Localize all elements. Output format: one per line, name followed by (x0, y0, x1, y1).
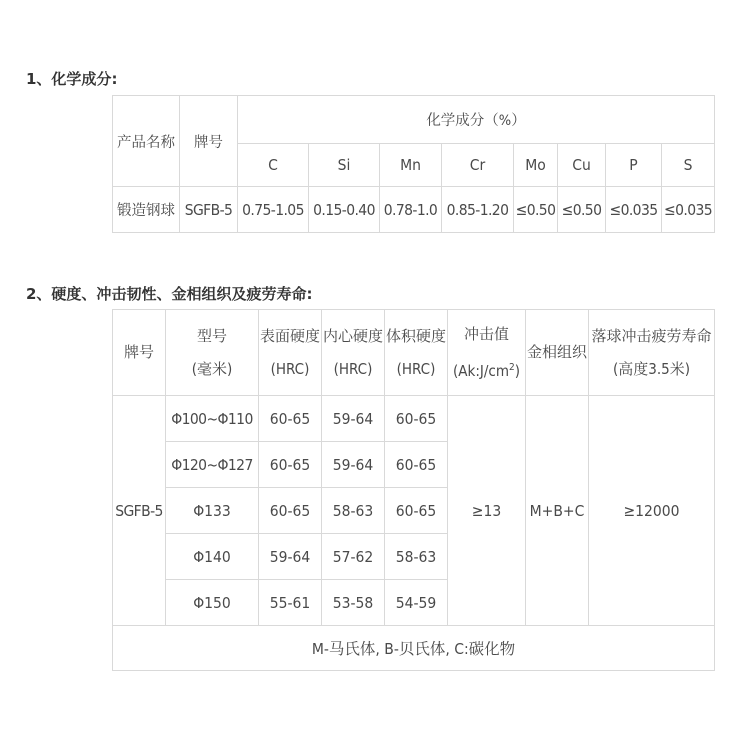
cell-model: Φ133 (166, 488, 259, 534)
cell-impact-value: ≥13 (448, 396, 526, 626)
cell-value-p: ≤0.035 (606, 187, 662, 233)
cell-product: 锻造钢球 (113, 187, 180, 233)
header-element-cu: Cu (558, 144, 606, 187)
cell-model: Φ120~Φ127 (166, 442, 259, 488)
cell-value-cu: ≤0.50 (558, 187, 606, 233)
header-element-c: C (238, 144, 309, 187)
header-element-p: P (606, 144, 662, 187)
header-volume-label: 体积硬度 (385, 326, 446, 345)
cell-volume: 54-59 (385, 580, 448, 626)
header-impact-unit: $(Ak:J/cm^2)$ (453, 361, 520, 380)
cell-core: 53-58 (322, 580, 385, 626)
section2-heading: 2、硬度、冲击韧性、金相组织及疲劳寿命: (26, 285, 313, 303)
cell-value-s: ≤0.035 (662, 187, 715, 233)
header-fatigue-height: (高度3.5米) (613, 359, 690, 378)
cell-core: 59-64 (322, 396, 385, 442)
cell-value-si: 0.15-0.40 (309, 187, 380, 233)
cell-surface: 60-65 (259, 442, 322, 488)
header-metallographic: 金相组织 (526, 310, 589, 396)
cell-volume: 60-65 (385, 442, 448, 488)
header-element-mn: Mn (380, 144, 442, 187)
cell-fatigue-value: ≥12000 (589, 396, 715, 626)
chemical-composition-table (112, 95, 715, 233)
cell-surface: 55-61 (259, 580, 322, 626)
cell-surface: 60-65 (259, 488, 322, 534)
header-model-unit: (毫米) (191, 359, 233, 378)
cell-structure-value: M+B+C (526, 396, 589, 626)
header-volume-unit: (HRC) (396, 359, 436, 378)
header-fatigue (589, 310, 715, 396)
cell-grade: SGFB-5 (180, 187, 238, 233)
cell-model: Φ150 (166, 580, 259, 626)
header-model-label: 型号 (196, 326, 227, 345)
cell-volume: 60-65 (385, 396, 448, 442)
table-footnote: M-马氏体, B-贝氏体, C:碳化物 (113, 626, 715, 671)
header-model (166, 310, 259, 396)
header-surface-unit: (HRC) (270, 359, 310, 378)
header-core-label: 内心硬度 (322, 326, 383, 345)
header-element-mo: Mo (514, 144, 558, 187)
header-core-unit: (HRC) (333, 359, 373, 378)
header-volume-hardness (385, 310, 448, 396)
cell-surface: 59-64 (259, 534, 322, 580)
cell-value-mo: ≤0.50 (514, 187, 558, 233)
header-element-s: S (662, 144, 715, 187)
header-grade: 牌号 (113, 310, 166, 396)
header-element-si: Si (309, 144, 380, 187)
hardness-table (112, 309, 715, 671)
header-fatigue-label: 落球冲击疲劳寿命 (591, 326, 712, 345)
header-grade: 牌号 (180, 96, 238, 187)
cell-model: Φ100~Φ110 (166, 396, 259, 442)
header-surface-label: 表面硬度 (259, 326, 320, 345)
cell-volume: 60-65 (385, 488, 448, 534)
cell-core: 58-63 (322, 488, 385, 534)
header-product-name: 产品名称 (113, 96, 180, 187)
cell-core: 59-64 (322, 442, 385, 488)
cell-value-c: 0.75-1.05 (238, 187, 309, 233)
header-composition: 化学成分（%） (238, 96, 715, 144)
cell-core: 57-62 (322, 534, 385, 580)
cell-volume: 58-63 (385, 534, 448, 580)
cell-grade: SGFB-5 (113, 396, 166, 626)
section1-heading: 1、化学成分: (26, 70, 118, 88)
cell-surface: 60-65 (259, 396, 322, 442)
header-surface-hardness (259, 310, 322, 396)
header-core-hardness (322, 310, 385, 396)
cell-model: Φ140 (166, 534, 259, 580)
cell-value-cr: 0.85-1.20 (442, 187, 514, 233)
cell-value-mn: 0.78-1.0 (380, 187, 442, 233)
header-element-cr: Cr (442, 144, 514, 187)
header-impact-label: 冲击值 (463, 324, 509, 343)
header-impact (448, 310, 526, 396)
